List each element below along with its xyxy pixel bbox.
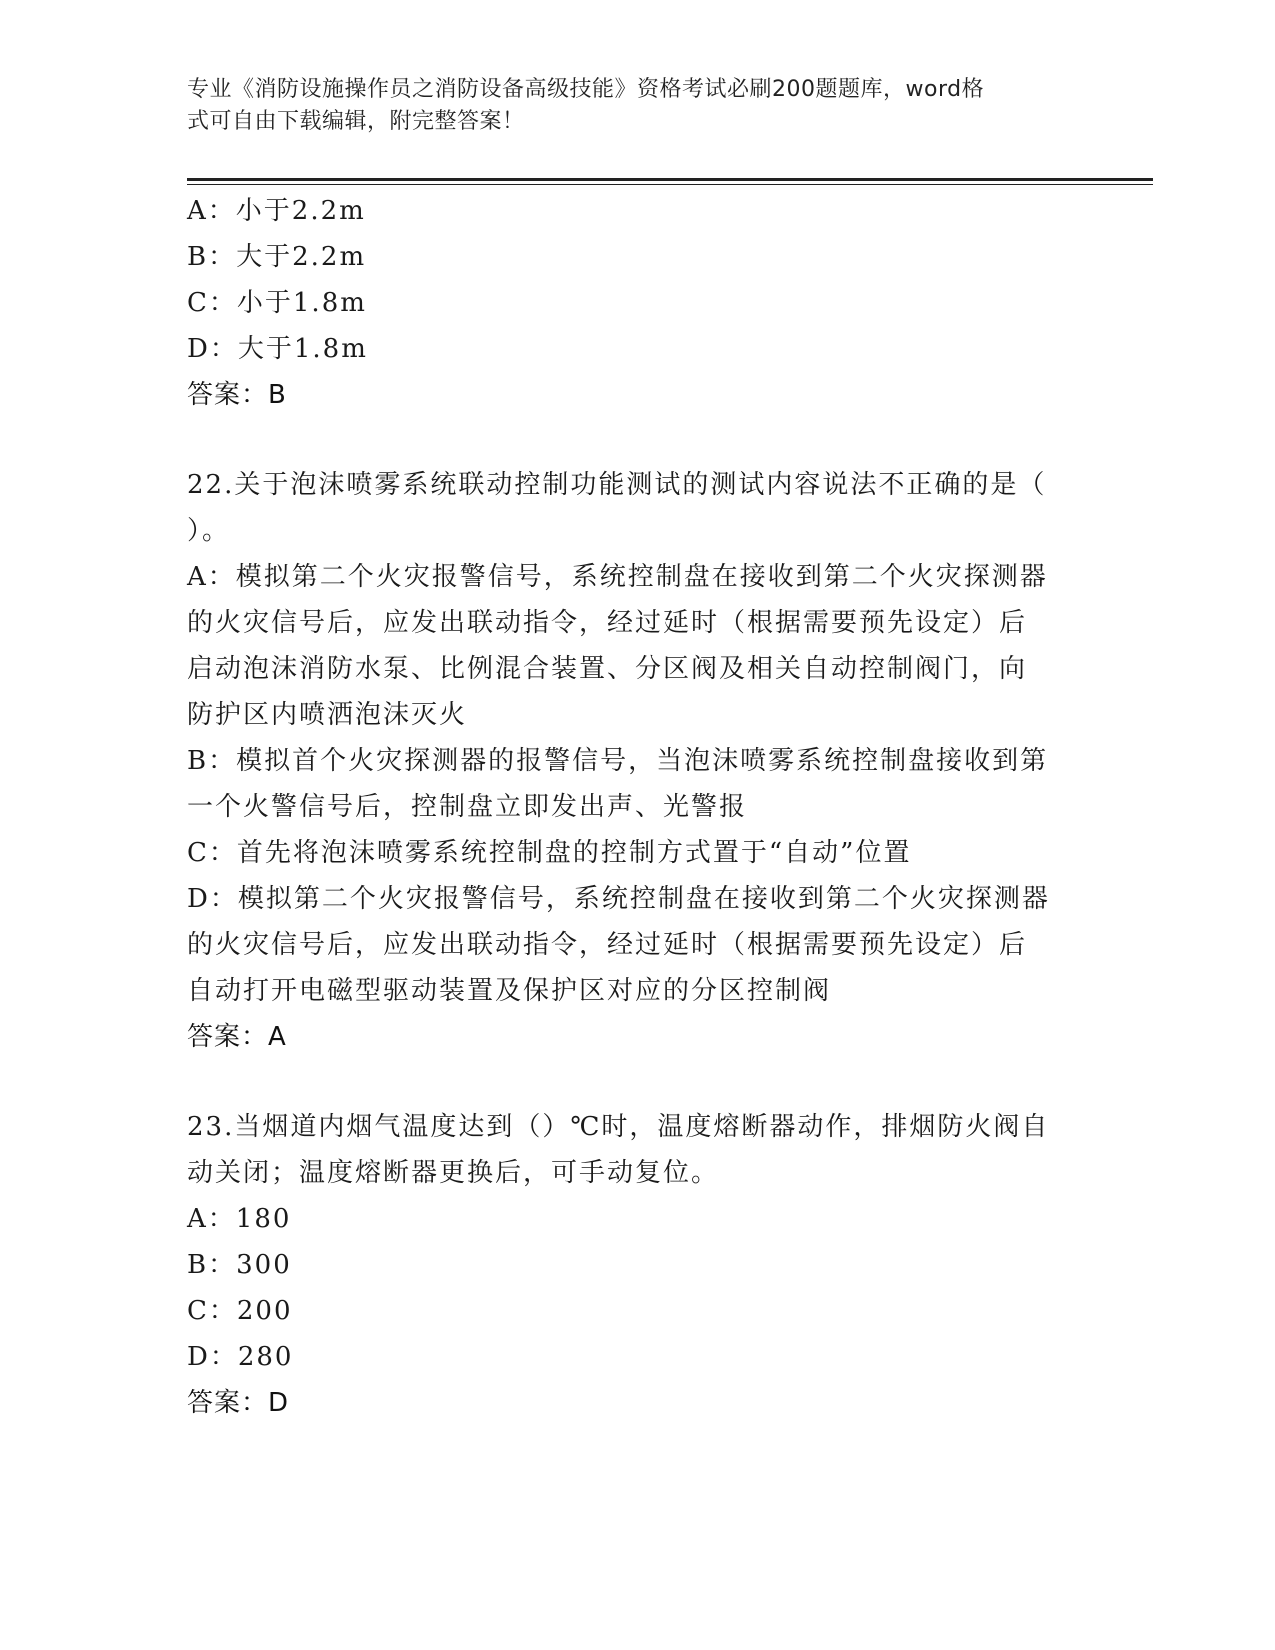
option-b-line: 一个火警信号后，控制盘立即发出声、光警报 (187, 792, 748, 822)
option-d-line: D：模拟第二个火灾报警信号，系统控制盘在接收到第二个火灾探测器 (187, 884, 1050, 914)
option-b: B：300 (187, 1250, 292, 1280)
question-stem-line: ）。 (187, 516, 231, 546)
option-d: D：280 (187, 1342, 294, 1372)
option-d-line: 自动打开电磁型驱动装置及保护区对应的分区控制阀 (187, 976, 832, 1006)
option-a-line: A：模拟第二个火灾报警信号，系统控制盘在接收到第二个火灾探测器 (187, 562, 1048, 592)
option-d: D：大于1.8m (187, 334, 368, 364)
answer: 答案：D (187, 1388, 290, 1418)
question-21 (187, 188, 1087, 418)
question-stem-line: 23.当烟道内烟气温度达到（）℃时，温度熔断器动作，排烟防火阀自 (187, 1112, 1050, 1142)
question-gap (187, 418, 1087, 462)
option-b: B：大于2.2m (187, 242, 367, 272)
option-c: C：小于1.8m (187, 288, 367, 318)
answer: 答案：A (187, 1022, 287, 1052)
header-rule-thick (187, 178, 1153, 181)
header-line-1: 专业《消防设施操作员之消防设备高级技能》资格考试必刷200题题库，word格 (187, 77, 985, 102)
question-stem-line: 动关闭；温度熔断器更换后，可手动复位。 (187, 1158, 720, 1188)
option-b-line: B：模拟首个火灾探测器的报警信号，当泡沫喷雾系统控制盘接收到第 (187, 746, 1049, 776)
answer: 答案：B (187, 380, 287, 410)
question-gap (187, 1060, 1087, 1104)
question-23 (187, 1104, 1087, 1426)
option-a-line: 防护区内喷洒泡沫灭火 (187, 700, 468, 730)
document-body (187, 188, 1087, 1426)
document-header (187, 74, 1067, 138)
question-22 (187, 462, 1087, 1060)
option-a-line: 启动泡沫消防水泵、比例混合装置、分区阀及相关自动控制阀门，向 (187, 654, 1028, 684)
option-a: A：小于2.2m (187, 196, 366, 226)
option-c: C：200 (187, 1296, 293, 1326)
header-rule-thin (187, 184, 1153, 185)
header-line-2: 式可自由下载编辑，附完整答案！ (187, 109, 525, 134)
question-stem-line: 22.关于泡沫喷雾系统联动控制功能测试的测试内容说法不正确的是（ (187, 470, 1047, 500)
option-c-line: C：首先将泡沫喷雾系统控制盘的控制方式置于“自动”位置 (187, 838, 912, 868)
option-d-line: 的火灾信号后，应发出联动指令，经过延时（根据需要预先设定）后 (187, 930, 1028, 960)
option-a-line: 的火灾信号后，应发出联动指令，经过延时（根据需要预先设定）后 (187, 608, 1028, 638)
option-a: A：180 (187, 1204, 292, 1234)
